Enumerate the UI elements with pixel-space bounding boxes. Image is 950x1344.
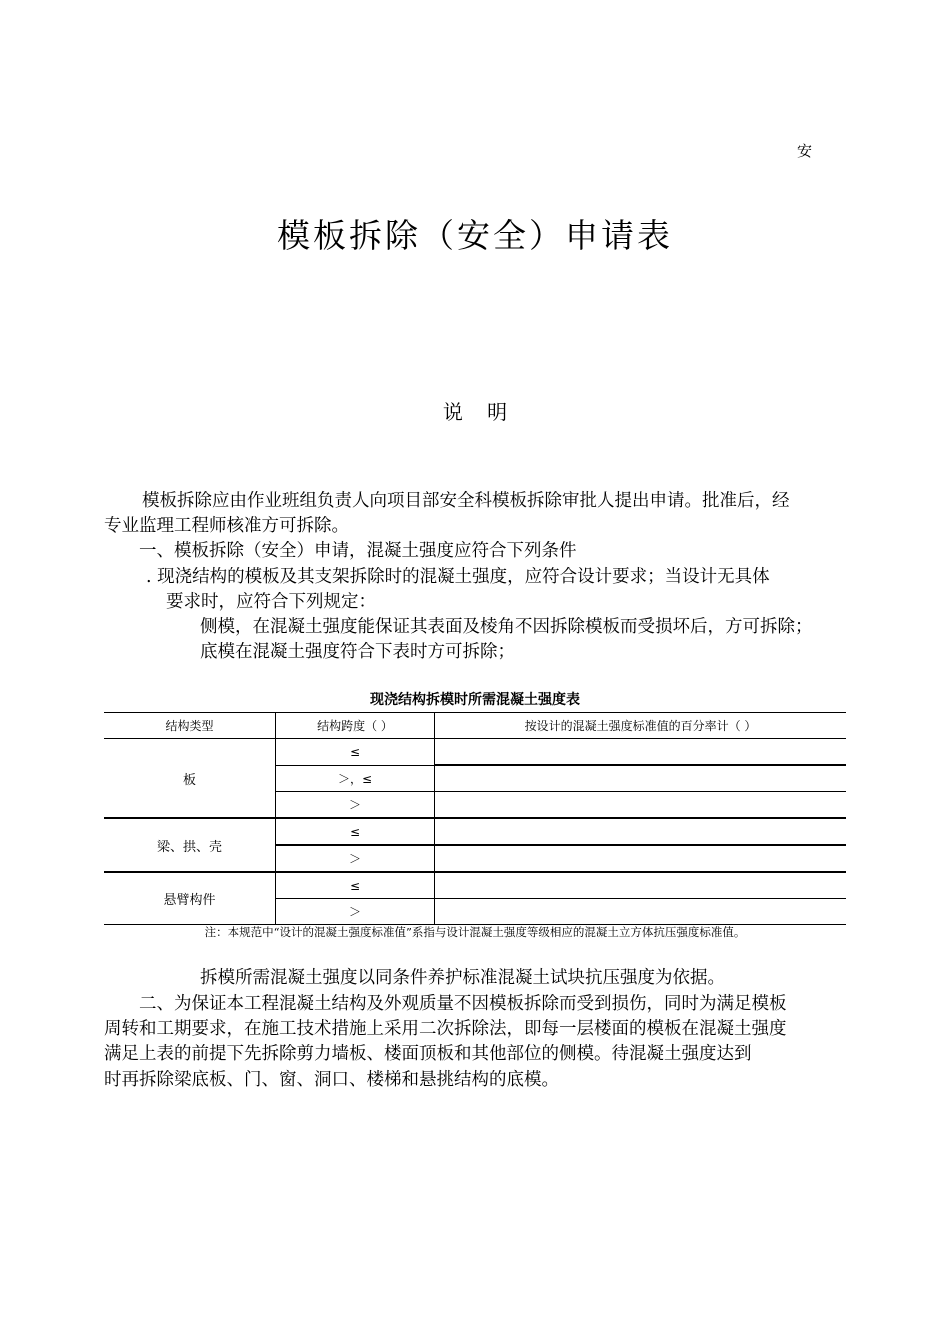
percent-cell xyxy=(435,899,847,925)
header-span: 结构跨度（ ） xyxy=(276,713,435,739)
strength-table xyxy=(104,712,846,925)
span-cell: ＞，≤ xyxy=(276,765,435,792)
table-row xyxy=(104,739,846,766)
span-cell: ≤ xyxy=(276,872,435,899)
table-row xyxy=(104,818,846,845)
table-note: 注：本规范中“设计的混凝土强度标准值”系指与设计混凝土强度等级相应的混凝土立方体抗压强度标准值。 xyxy=(204,925,746,939)
structure-type-cell: 悬臂构件 xyxy=(104,872,276,925)
condition-line-2: 要求时，应符合下列规定： xyxy=(166,592,376,612)
span-cell: ＞ xyxy=(276,899,435,925)
corner-mark: 安 xyxy=(797,142,813,160)
span-cell: ＞ xyxy=(276,792,435,819)
section-two-line-3: 满足上表的前提下先拆除剪力墙板、楼面顶板和其他部位的侧模。待混凝土强度达到 xyxy=(104,1044,752,1064)
section-two-line-1: 二、为保证本工程混凝土结构及外观质量不因模板拆除而受到损伤，同时为满足模板 xyxy=(139,994,787,1014)
span-cell: ≤ xyxy=(276,739,435,766)
table-row xyxy=(104,872,846,899)
side-form-rule: 侧模，在混凝土强度能保证其表面及棱角不因拆除模板而受损坏后，方可拆除； xyxy=(200,617,813,637)
intro-line-1: 模板拆除应由作业班组负责人向项目部安全科模板拆除审批人提出申请。批准后，经 xyxy=(142,491,790,511)
span-cell: ≤ xyxy=(276,818,435,845)
header-structure-type: 结构类型 xyxy=(104,713,276,739)
percent-cell xyxy=(435,739,847,766)
section-two-line-2: 周转和工期要求，在施工技术措施上采用二次拆除法，即每一层楼面的模板在混凝土强度 xyxy=(104,1019,787,1039)
percent-cell xyxy=(435,765,847,792)
table-header-row xyxy=(104,713,846,739)
strength-basis: 拆模所需混凝土强度以同条件养护标准混凝土试块抗压强度为依据。 xyxy=(200,968,725,988)
structure-type-cell: 板 xyxy=(104,739,276,819)
table-caption: 现浇结构拆模时所需混凝土强度表 xyxy=(370,692,580,708)
percent-cell xyxy=(435,818,847,845)
condition-heading: 一、模板拆除（安全）申请，混凝土强度应符合下列条件 xyxy=(139,541,577,561)
percent-cell xyxy=(435,792,847,819)
intro-line-2: 专业监理工程师核准方可拆除。 xyxy=(104,516,349,536)
bottom-form-rule: 底模在混凝土强度符合下表时方可拆除； xyxy=(200,642,515,662)
percent-cell xyxy=(435,845,847,872)
section-two-line-4: 时再拆除梁底板、门、窗、洞口、楼梯和悬挑结构的底模。 xyxy=(104,1070,559,1090)
percent-cell xyxy=(435,872,847,899)
structure-type-cell: 梁、拱、壳 xyxy=(104,818,276,872)
page-title: 模板拆除（安全）申请表 xyxy=(277,216,673,255)
condition-line-1: . 现浇结构的模板及其支架拆除时的混凝土强度，应符合设计要求；当设计无具体 xyxy=(146,567,770,587)
header-strength-percent: 按设计的混凝土强度标准值的百分率计（ ） xyxy=(435,713,847,739)
section-heading: 说 明 xyxy=(442,400,508,424)
span-cell: ＞ xyxy=(276,845,435,872)
